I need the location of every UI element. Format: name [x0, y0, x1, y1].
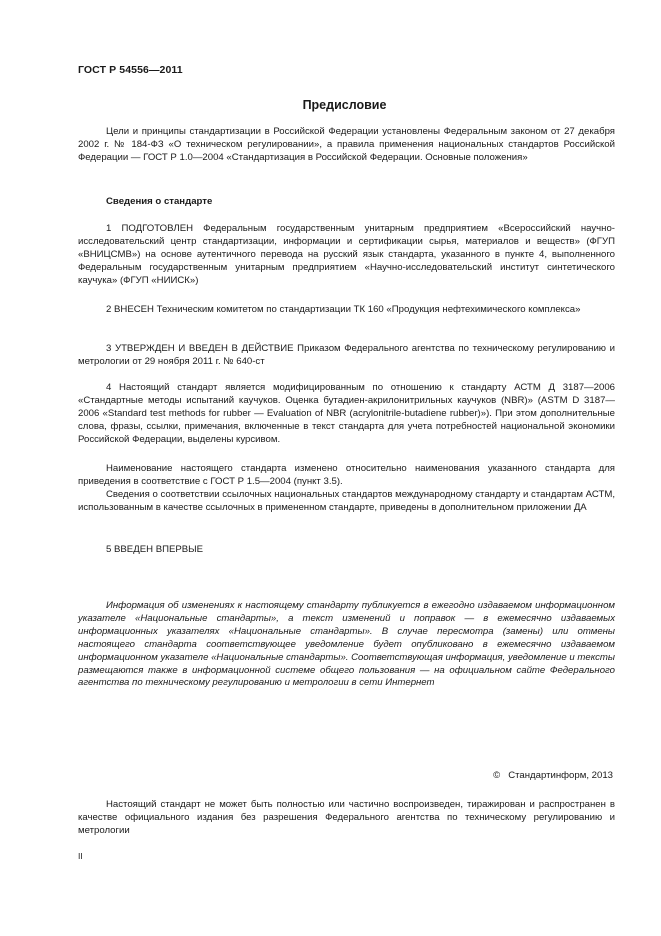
item-4-paragraph-3: Сведения о соответствии ссылочных национальных стандартов международному стандарту и стандартам АСТМ, использованным в качестве ссылочных в примененном стандарте, приведены в дополнительном приложении ДА: [78, 489, 615, 513]
item-5: 5 ВВЕДЕН ВПЕРВЫЕ: [106, 544, 204, 555]
page-title-text: Предисловие: [302, 98, 387, 112]
item-3: 3 УТВЕРЖДЕН И ВВЕДЕН В ДЕЙСТВИЕ Приказом Федерального агентства по техническому регулированию и метрологии от 29 ноября 2011 г. № 640-ст: [78, 343, 615, 367]
page-number: II: [78, 851, 83, 861]
reproduction-notice: Настоящий стандарт не может быть полностью или частично воспроизведен, тиражирован и распространен в качестве официального издания без разрешения Федерального агентства по техническому регулированию и метрологии: [78, 799, 615, 836]
copyright-icon: ©: [493, 770, 501, 781]
subheading: Сведения о стандарте: [106, 196, 213, 207]
item-2: 2 ВНЕСЕН Техническим комитетом по стандартизации ТК 160 «Продукция нефтехимического комплекса»: [106, 304, 581, 315]
info-notice: Информация об изменениях к настоящему стандарту публикуется в ежегодно издаваемом информационном указателе «Национальные стандарты», а текст изменений и поправок — в ежемесячно издаваемых информационных указателях «Национальные стандарты». В случае пересмотра (замены) или отмены настоящего стандарта соответствующее уведомление будет опубликовано в ежемесячно издаваемом информационном указателе «Национальные стандарты». Соответствующая информация, уведомление и тексты размещаются также в информационной системе общего пользования — на официальном сайте Федерального агентства по техническому регулированию и метрологии в сети Интернет: [78, 600, 615, 689]
page-title: [0, 98, 661, 112]
copyright: [493, 770, 613, 781]
item-4: 4 Настоящий стандарт является модифицированным по отношению к стандарту АСТМ Д 3187—2006 «Стандартные методы испытаний каучуков. Оценка бутадиен-акрилонитрильных каучуков (NBR)» (ASTM D 3187—2006 «Standard test methods for rubber — Evaluation of NBR (acrylonitrile-butadiene rubber)»). При этом дополнительные слова, фразы, ссылки, примечания, включенные в текст стандарта для учета потребностей национальной экономики Российской Федерации, выделены курсивом.: [78, 382, 615, 445]
item-1: 1 ПОДГОТОВЛЕН Федеральным государственным унитарным предприятием «Всероссийский научно-исследовательский центр стандартизации, информации и сертификации сырья, материалов и веществ» (ФГУП «ВНИЦСМВ») на основе аутентичного перевода на русский язык стандарта, указанного в пункте 4, выполненного Федеральным государственным унитарным предприятием «Научно-исследовательский институт синтетического каучука» (ФГУП «НИИСК»): [78, 223, 615, 286]
intro-paragraph: Цели и принципы стандартизации в Российской Федерации установлены Федеральным законом от 27 декабря 2002 г. № 184-ФЗ «О техническом регулировании», а правила применения национальных стандартов Российской Федерации — ГОСТ Р 1.0—2004 «Стандартизация в Российской Федерации. Основные положения»: [78, 126, 615, 163]
item-4-paragraph-2: Наименование настоящего стандарта изменено относительно наименования указанного стандарта для приведения в соответствие с ГОСТ Р 1.5—2004 (пункт 3.5).: [78, 463, 615, 487]
document-header: ГОСТ Р 54556—2011: [78, 64, 183, 76]
copyright-text: Стандартинформ, 2013: [508, 770, 613, 781]
